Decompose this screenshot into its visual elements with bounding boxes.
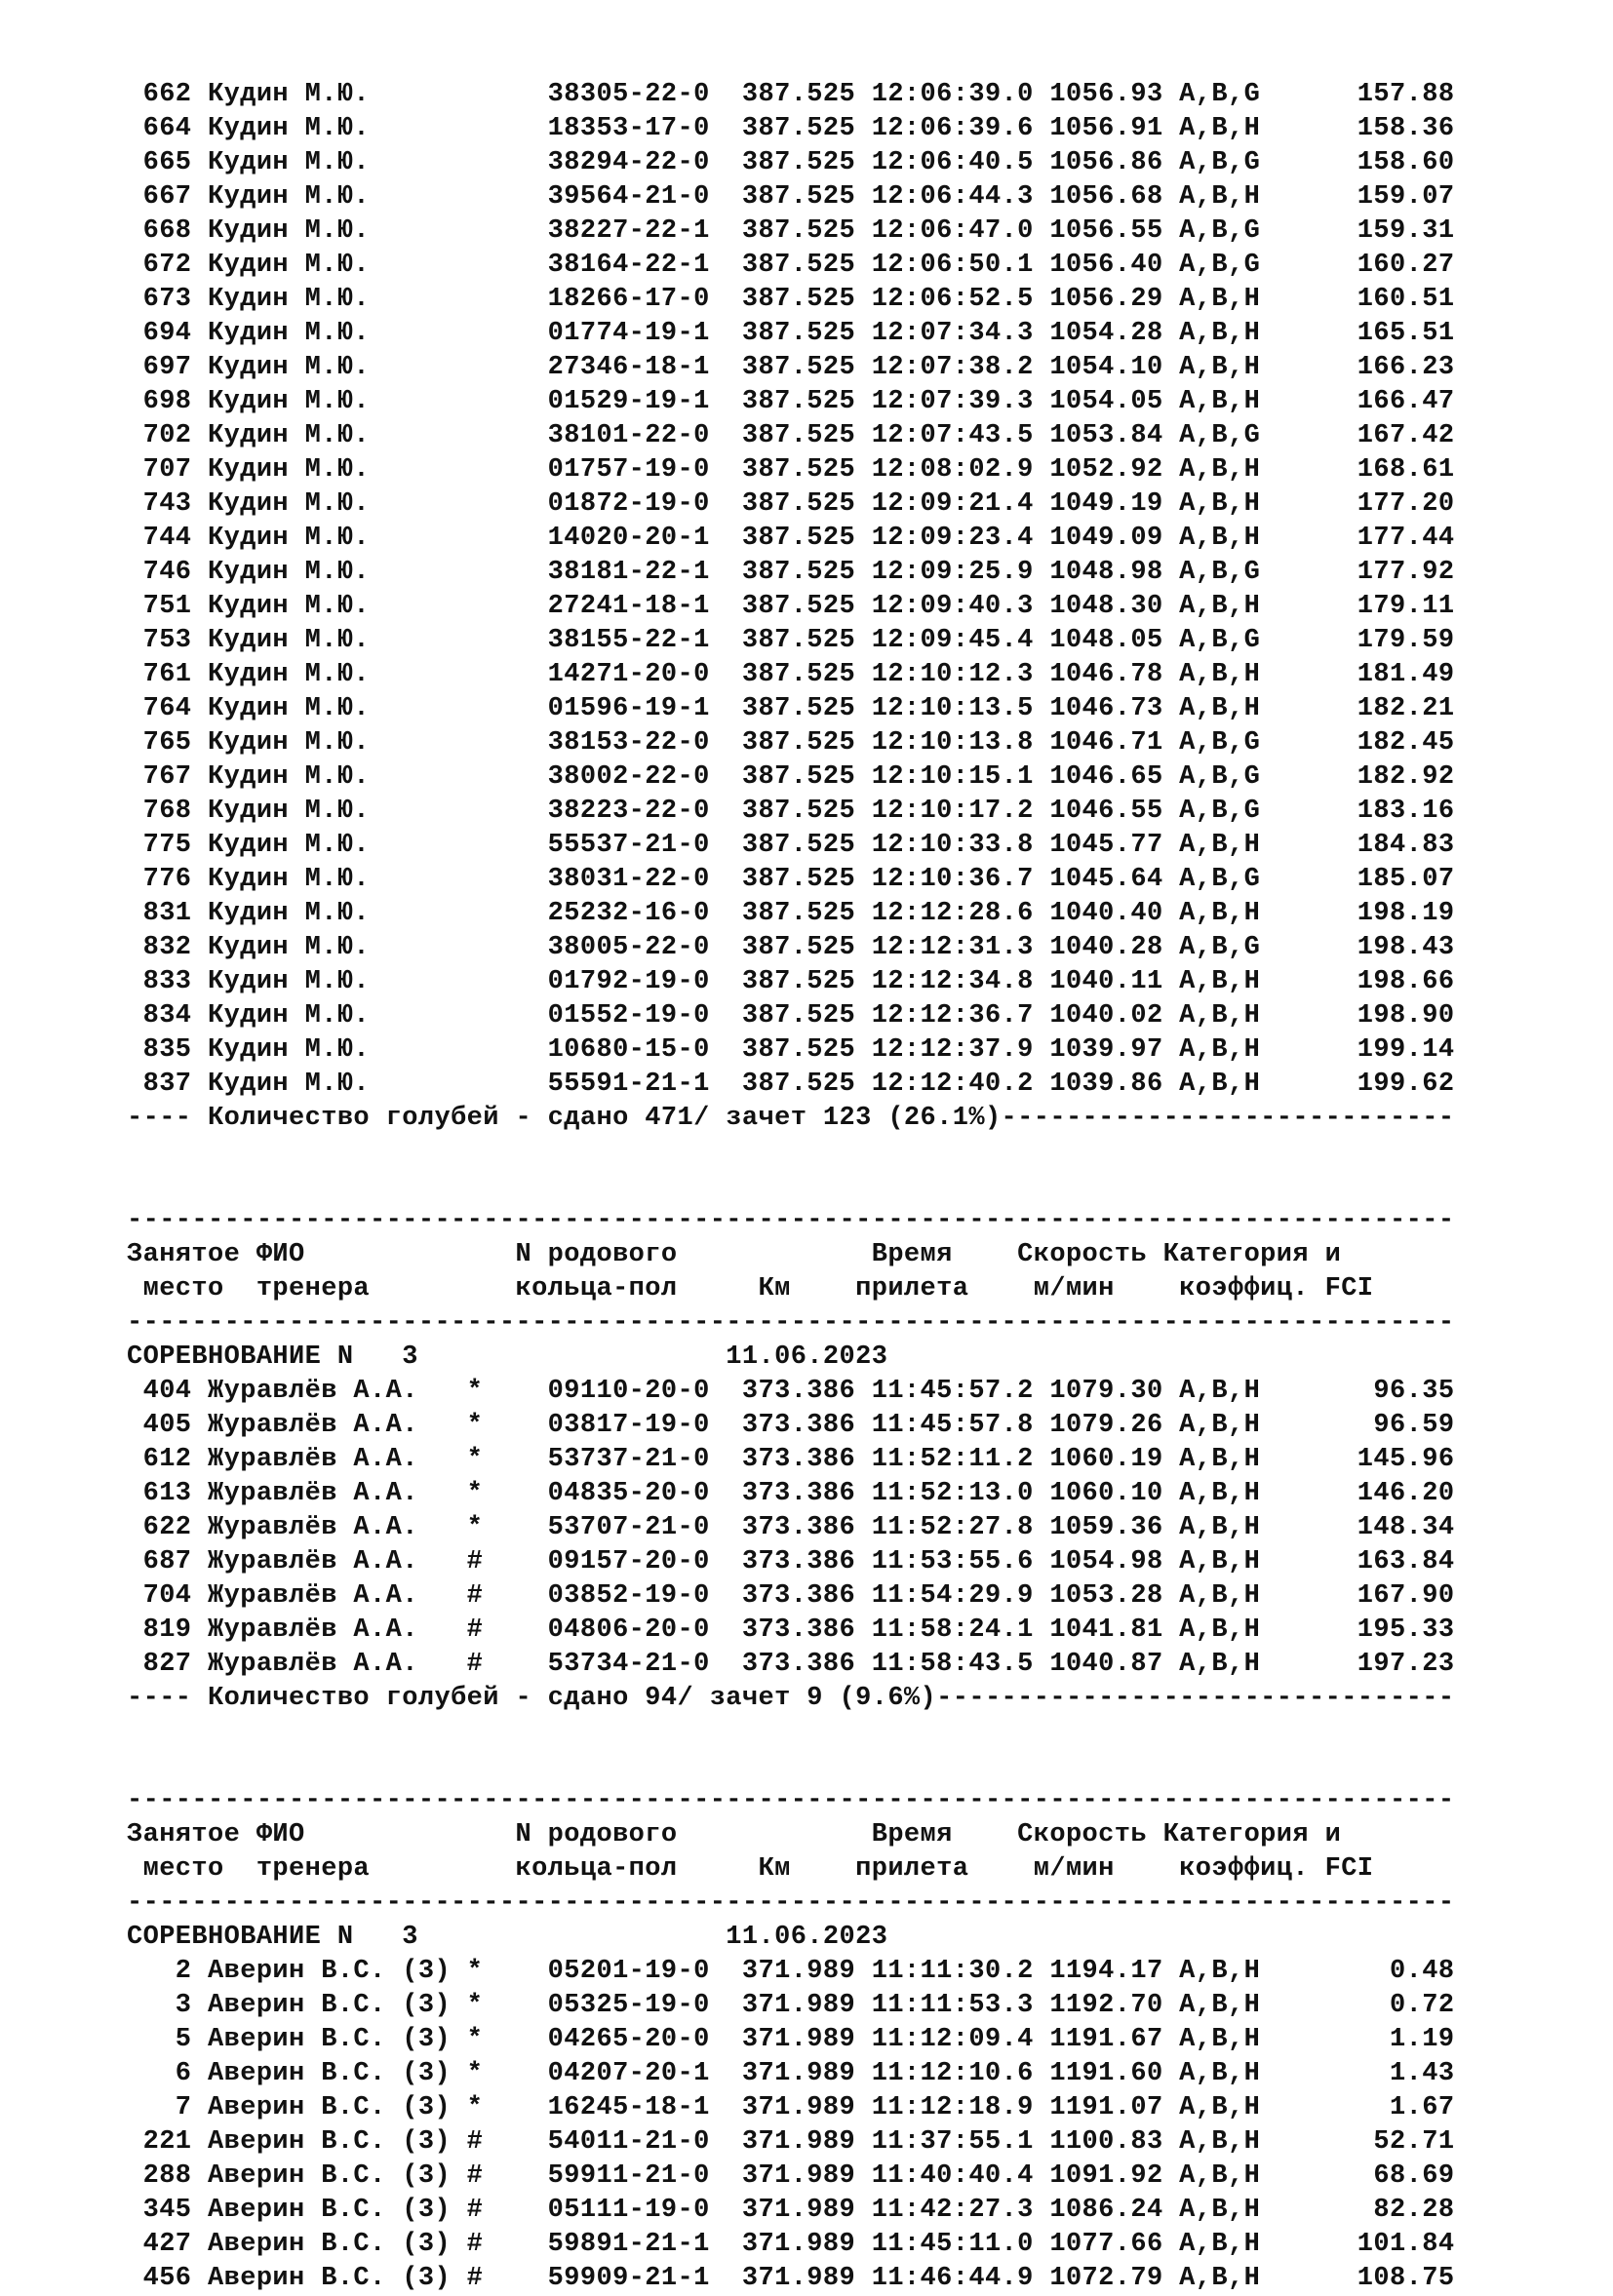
result-row: 613 Журавлёв А.А. * 04835-20-0 373.386 11:52:13.0 1060.10 A,B,H 146.20	[127, 1479, 1455, 1508]
result-row: 404 Журавлёв А.А. * 09110-20-0 373.386 11:45:57.2 1079.30 A,B,H 96.35	[127, 1377, 1455, 1406]
result-row: 612 Журавлёв А.А. * 53737-21-0 373.386 11:52:11.2 1060.19 A,B,H 145.96	[127, 1445, 1455, 1474]
result-row: 673 Кудин М.Ю. 18266-17-0 387.525 12:06:52.5 1056.29 A,B,H 160.51	[127, 285, 1455, 314]
divider: ----------------------------------------------------------------------------------	[127, 1308, 1455, 1338]
result-row: 456 Аверин В.С. (3) # 59909-21-1 371.989 11:46:44.9 1072.79 A,B,H 108.75	[127, 2264, 1455, 2293]
result-row: 835 Кудин М.Ю. 10680-15-0 387.525 12:12:37.9 1039.97 A,B,H 199.14	[127, 1035, 1455, 1065]
result-row: 698 Кудин М.Ю. 01529-19-1 387.525 12:07:39.3 1054.05 A,B,H 166.47	[127, 387, 1455, 416]
result-row: 764 Кудин М.Ю. 01596-19-1 387.525 12:10:13.5 1046.73 A,B,H 182.21	[127, 694, 1455, 723]
blank-line	[127, 1750, 1454, 1784]
result-row: 3 Аверин В.С. (3) * 05325-19-0 371.989 11:11:53.3 1192.70 A,B,H 0.72	[127, 1991, 1455, 2020]
table-header-row1: Занятое ФИО N родового Время Скорость Категория и	[127, 1240, 1342, 1269]
result-row: 667 Кудин М.Ю. 39564-21-0 387.525 12:06:44.3 1056.68 A,B,H 159.07	[127, 182, 1455, 212]
table-header-row2: место тренера кольца-пол Км прилета м/мин коэффиц. FCI	[127, 1274, 1374, 1304]
result-row: 833 Кудин М.Ю. 01792-19-0 387.525 12:12:34.8 1040.11 A,B,H 198.66	[127, 967, 1455, 996]
result-row: 768 Кудин М.Ю. 38223-22-0 387.525 12:10:17.2 1046.55 A,B,G 183.16	[127, 797, 1455, 826]
result-row: 664 Кудин М.Ю. 18353-17-0 387.525 12:06:39.6 1056.91 A,B,H 158.36	[127, 114, 1455, 143]
result-row: 5 Аверин В.С. (3) * 04265-20-0 371.989 11:12:09.4 1191.67 A,B,H 1.19	[127, 2025, 1455, 2054]
result-row: 827 Журавлёв А.А. # 53734-21-0 373.386 11:58:43.5 1040.87 A,B,H 197.23	[127, 1650, 1455, 1679]
result-row: 345 Аверин В.С. (3) # 05111-19-0 371.989 11:42:27.3 1086.24 A,B,H 82.28	[127, 2196, 1455, 2225]
result-row: 765 Кудин М.Ю. 38153-22-0 387.525 12:10:13.8 1046.71 A,B,G 182.45	[127, 728, 1455, 758]
result-row: 662 Кудин М.Ю. 38305-22-0 387.525 12:06:39.0 1056.93 A,B,G 157.88	[127, 80, 1455, 109]
result-row: 672 Кудин М.Ю. 38164-22-1 387.525 12:06:50.1 1056.40 A,B,G 160.27	[127, 251, 1455, 280]
result-row: 694 Кудин М.Ю. 01774-19-1 387.525 12:07:34.3 1054.28 A,B,H 165.51	[127, 319, 1455, 348]
result-row: 7 Аверин В.С. (3) * 16245-18-1 371.989 11:12:18.9 1191.07 A,B,H 1.67	[127, 2093, 1455, 2122]
result-row: 702 Кудин М.Ю. 38101-22-0 387.525 12:07:43.5 1053.84 A,B,G 167.42	[127, 421, 1455, 450]
result-row: 761 Кудин М.Ю. 14271-20-0 387.525 12:10:12.3 1046.78 A,B,H 181.49	[127, 660, 1455, 689]
result-row: 427 Аверин В.С. (3) # 59891-21-1 371.989 11:45:11.0 1077.66 A,B,H 101.84	[127, 2230, 1455, 2259]
result-row: 837 Кудин М.Ю. 55591-21-1 387.525 12:12:40.2 1039.86 A,B,H 199.62	[127, 1070, 1455, 1099]
result-row: 744 Кудин М.Ю. 14020-20-1 387.525 12:09:23.4 1049.09 A,B,H 177.44	[127, 524, 1455, 553]
result-row: 704 Журавлёв А.А. # 03852-19-0 373.386 11:54:29.9 1053.28 A,B,H 167.90	[127, 1581, 1455, 1611]
result-row: 819 Журавлёв А.А. # 04806-20-0 373.386 11:58:24.1 1041.81 A,B,H 195.33	[127, 1615, 1455, 1645]
result-row: 221 Аверин В.С. (3) # 54011-21-0 371.989 11:37:55.1 1100.83 A,B,H 52.71	[127, 2127, 1455, 2157]
result-row: 775 Кудин М.Ю. 55537-21-0 387.525 12:10:33.8 1045.77 A,B,H 184.83	[127, 831, 1455, 860]
result-row: 6 Аверин В.С. (3) * 04207-20-1 371.989 11:12:10.6 1191.60 A,B,H 1.43	[127, 2059, 1455, 2088]
results-document	[127, 78, 1454, 2296]
result-row: 687 Журавлёв А.А. # 09157-20-0 373.386 11:53:55.6 1054.98 A,B,H 163.84	[127, 1547, 1455, 1576]
result-row: 405 Журавлёв А.А. * 03817-19-0 373.386 11:45:57.8 1079.26 A,B,H 96.59	[127, 1411, 1455, 1440]
result-row: 707 Кудин М.Ю. 01757-19-0 387.525 12:08:02.9 1052.92 A,B,H 168.61	[127, 455, 1455, 485]
result-row: 743 Кудин М.Ю. 01872-19-0 387.525 12:09:21.4 1049.19 A,B,H 177.20	[127, 489, 1455, 519]
result-row: 767 Кудин М.Ю. 38002-22-0 387.525 12:10:15.1 1046.65 A,B,G 182.92	[127, 762, 1455, 792]
competition-line: СОРЕВНОВАНИЕ N 3 11.06.2023	[127, 1923, 888, 1952]
table-header-row1: Занятое ФИО N родового Время Скорость Категория и	[127, 1820, 1342, 1849]
divider: ----------------------------------------------------------------------------------	[127, 1786, 1455, 1815]
competition-line: СОРЕВНОВАНИЕ N 3 11.06.2023	[127, 1343, 888, 1372]
summary-line: ---- Количество голубей - сдано 471/ зачет 123 (26.1%)----------------------------	[127, 1104, 1455, 1133]
result-row: 697 Кудин М.Ю. 27346-18-1 387.525 12:07:38.2 1054.10 A,B,H 166.23	[127, 353, 1455, 382]
result-row: 776 Кудин М.Ю. 38031-22-0 387.525 12:10:36.7 1045.64 A,B,G 185.07	[127, 865, 1455, 894]
result-row: 665 Кудин М.Ю. 38294-22-0 387.525 12:06:40.5 1056.86 A,B,G 158.60	[127, 148, 1455, 177]
result-row: 2 Аверин В.С. (3) * 05201-19-0 371.989 11:11:30.2 1194.17 A,B,H 0.48	[127, 1957, 1455, 1986]
result-row: 753 Кудин М.Ю. 38155-22-1 387.525 12:09:45.4 1048.05 A,B,G 179.59	[127, 626, 1455, 655]
divider: ----------------------------------------------------------------------------------	[127, 1206, 1455, 1235]
result-row: 751 Кудин М.Ю. 27241-18-1 387.525 12:09:40.3 1048.30 A,B,H 179.11	[127, 592, 1455, 621]
blank-line	[127, 1716, 1454, 1750]
summary-line: ---- Количество голубей - сдано 94/ зачет 9 (9.6%)--------------------------------	[127, 1684, 1455, 1713]
blank-line	[127, 1136, 1454, 1170]
result-row: 288 Аверин В.С. (3) # 59911-21-0 371.989 11:40:40.4 1091.92 A,B,H 68.69	[127, 2161, 1455, 2191]
blank-line	[127, 1170, 1454, 1204]
result-row: 834 Кудин М.Ю. 01552-19-0 387.525 12:12:36.7 1040.02 A,B,H 198.90	[127, 1001, 1455, 1031]
result-row: 832 Кудин М.Ю. 38005-22-0 387.525 12:12:31.3 1040.28 A,B,G 198.43	[127, 933, 1455, 962]
result-row: 668 Кудин М.Ю. 38227-22-1 387.525 12:06:47.0 1056.55 A,B,G 159.31	[127, 216, 1455, 246]
table-header-row2: место тренера кольца-пол Км прилета м/мин коэффиц. FCI	[127, 1854, 1374, 1884]
result-row: 622 Журавлёв А.А. * 53707-21-0 373.386 11:52:27.8 1059.36 A,B,H 148.34	[127, 1513, 1455, 1542]
result-row: 746 Кудин М.Ю. 38181-22-1 387.525 12:09:25.9 1048.98 A,B,G 177.92	[127, 558, 1455, 587]
result-row: 831 Кудин М.Ю. 25232-16-0 387.525 12:12:28.6 1040.40 A,B,H 198.19	[127, 899, 1455, 928]
divider: ----------------------------------------------------------------------------------	[127, 1888, 1455, 1918]
